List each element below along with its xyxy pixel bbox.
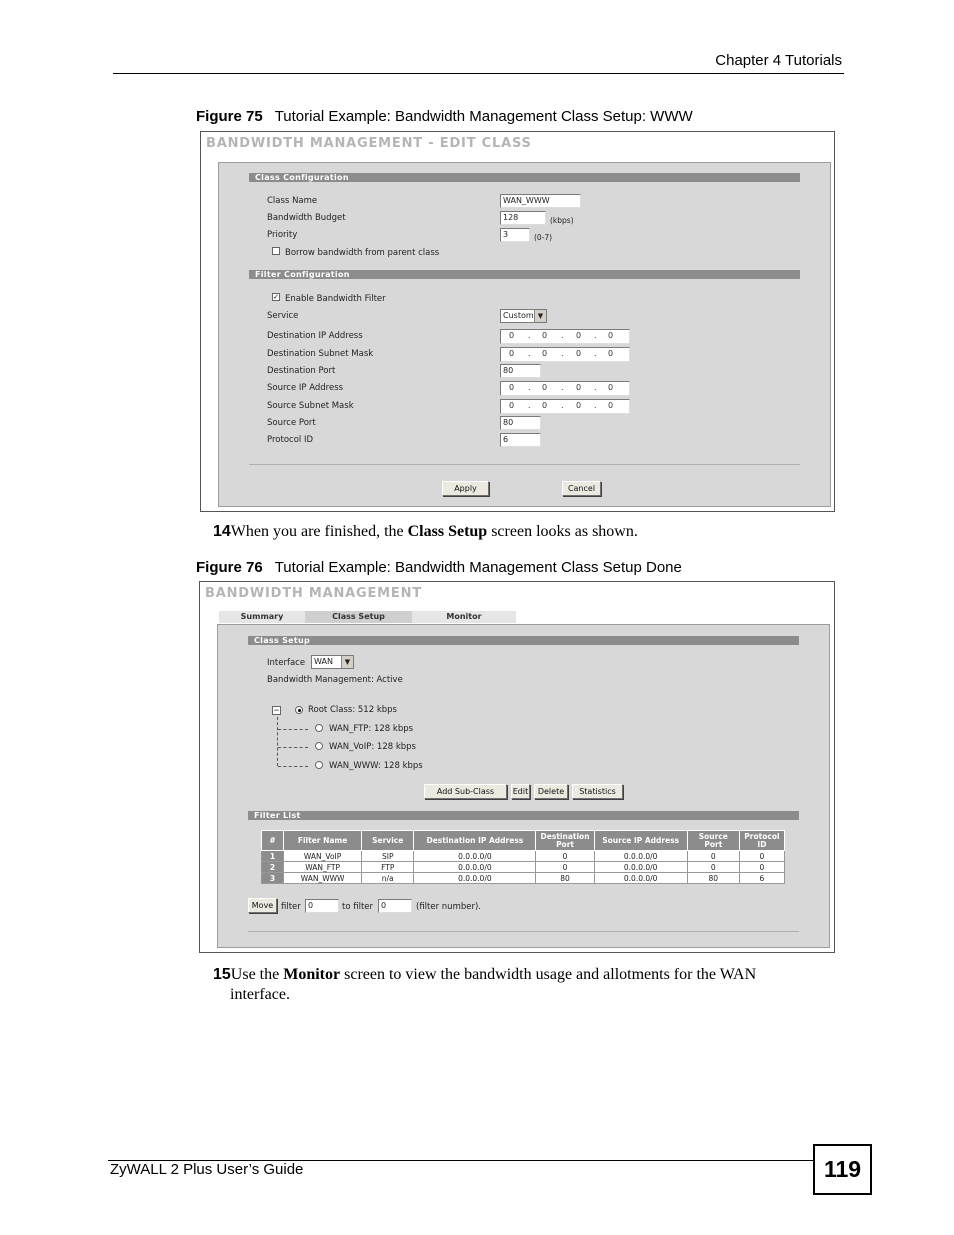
step-14-number: 14 (213, 523, 231, 540)
row-index: 1 (262, 851, 284, 862)
ip-octet: 0 (608, 331, 614, 340)
bm-status: Bandwidth Management: Active (267, 675, 403, 685)
dest-mask-label: Destination Subnet Mask (267, 349, 374, 359)
step-14-post: screen looks as shown. (487, 523, 638, 540)
figure76-number: Figure 76 (196, 559, 263, 576)
priority-label: Priority (267, 230, 298, 240)
budget-label: Bandwidth Budget (267, 213, 346, 223)
figure76-caption (196, 559, 682, 576)
protocol-input[interactable]: 6 (500, 433, 541, 447)
header-rule (113, 73, 844, 74)
ip-dot: . (594, 401, 597, 410)
src-ip-input[interactable] (500, 381, 630, 396)
ip-dot: . (561, 383, 564, 392)
column-header: Service (362, 831, 414, 851)
ip-octet: 0 (509, 401, 515, 410)
screen-title: BANDWIDTH MANAGEMENT - EDIT CLASS (206, 136, 532, 151)
step-14-pre: When you are finished, the (230, 523, 408, 540)
divider (248, 931, 799, 932)
cell-filter-name: WAN_WWW (284, 873, 362, 884)
dest-mask-input[interactable] (500, 347, 630, 362)
ip-octet: 0 (509, 383, 515, 392)
ip-octet: 0 (509, 349, 515, 358)
column-header: Source Port (687, 831, 739, 851)
chevron-down-icon: ▼ (534, 310, 546, 322)
interface-label: Interface (267, 658, 306, 668)
sub-class-radio[interactable] (315, 742, 323, 750)
class-name-label: Class Name (267, 196, 318, 206)
priority-range: (0-7) (534, 233, 553, 242)
sub-class-radio[interactable] (315, 761, 323, 769)
tree-line (278, 729, 308, 730)
cancel-button[interactable]: Cancel (562, 481, 601, 496)
column-header: Destination Port (536, 831, 594, 851)
cell-dest-ip: 0.0.0.0/0 (414, 862, 536, 873)
tab-class-setup[interactable]: Class Setup (305, 611, 412, 623)
cell-service: SIP (362, 851, 414, 862)
dest-port-label: Destination Port (267, 366, 336, 376)
ip-dot: . (594, 349, 597, 358)
dest-ip-label: Destination IP Address (267, 331, 363, 341)
row-index: 3 (262, 873, 284, 884)
figure75-caption (196, 108, 693, 125)
src-ip-label: Source IP Address (267, 383, 344, 393)
src-mask-input[interactable] (500, 399, 630, 414)
cell-dest-port: 0 (536, 862, 594, 873)
step-14 (213, 522, 638, 542)
class-setup-screen (199, 581, 835, 953)
chapter-header: Chapter 4 Tutorials (715, 52, 842, 69)
cell-filter-name: WAN_FTP (284, 862, 362, 873)
enable-filter-label: Enable Bandwidth Filter (285, 294, 386, 304)
column-header: Filter Name (284, 831, 362, 851)
service-select[interactable] (500, 309, 547, 323)
screen-title: BANDWIDTH MANAGEMENT (205, 586, 422, 601)
step-15-line2: interface. (230, 986, 290, 1003)
ip-octet: 0 (542, 401, 548, 410)
figure75-number: Figure 75 (196, 108, 263, 125)
cell-dest-ip: 0.0.0.0/0 (414, 851, 536, 862)
column-header: Source IP Address (594, 831, 687, 851)
dest-port-input[interactable]: 80 (500, 364, 541, 378)
cell-service: FTP (362, 862, 414, 873)
cell-src-port: 0 (687, 862, 739, 873)
cell-service: n/a (362, 873, 414, 884)
ip-octet: 0 (608, 383, 614, 392)
divider (249, 464, 800, 465)
cell-src-port: 80 (687, 873, 739, 884)
cell-protocol: 6 (739, 873, 784, 884)
interface-select-value: WAN (314, 657, 333, 666)
row-index: 2 (262, 862, 284, 873)
class-setup-panel (217, 624, 830, 948)
statistics-button[interactable]: Statistics (572, 784, 623, 799)
ip-dot: . (561, 331, 564, 340)
budget-input[interactable]: 128 (500, 211, 546, 225)
ip-octet: 0 (542, 383, 548, 392)
tab-summary[interactable]: Summary (219, 611, 305, 623)
sub-class-label: WAN_FTP: 128 kbps (329, 724, 414, 734)
ip-dot: . (528, 349, 531, 358)
tree-line (278, 766, 308, 767)
column-header: Destination IP Address (414, 831, 536, 851)
ip-octet: 0 (576, 383, 582, 392)
tree-line (277, 717, 278, 766)
budget-unit: (kbps) (550, 216, 574, 225)
filter-hint: (filter number). (416, 902, 481, 912)
move-button[interactable]: Move (248, 898, 277, 913)
edit-class-panel (218, 162, 831, 507)
ip-dot: . (561, 349, 564, 358)
delete-button[interactable]: Delete (534, 784, 568, 799)
cell-protocol: 0 (739, 851, 784, 862)
root-class-radio[interactable] (295, 706, 303, 714)
sub-class-label: WAN_VoIP: 128 kbps (329, 742, 416, 752)
step-14-bold: Class Setup (407, 523, 488, 540)
service-label: Service (267, 311, 299, 321)
step-15-bold: Monitor (283, 966, 341, 983)
class-setup-header: Class Setup (248, 636, 799, 645)
filter-config-header: Filter Configuration (249, 270, 800, 279)
cell-filter-name: WAN_VoIP (284, 851, 362, 862)
sub-class-label: WAN_WWW: 128 kbps (329, 761, 423, 771)
ip-octet: 0 (542, 349, 548, 358)
step-15 (213, 965, 756, 985)
page-number: 119 (813, 1144, 872, 1195)
cell-src-ip: 0.0.0.0/0 (594, 873, 687, 884)
ip-octet: 0 (608, 349, 614, 358)
borrow-label: Borrow bandwidth from parent class (285, 248, 440, 258)
apply-button[interactable]: Apply (442, 481, 489, 496)
borrow-checkbox[interactable] (272, 247, 280, 255)
guide-title: ZyWALL 2 Plus User’s Guide (110, 1161, 304, 1178)
ip-dot: . (528, 331, 531, 340)
step-15-post: screen to view the bandwidth usage and allotments for the WAN (340, 966, 757, 983)
table-row[interactable] (262, 862, 785, 873)
class-name-input[interactable]: WAN_WWW (500, 194, 581, 208)
filter-to-input[interactable]: 0 (378, 899, 412, 913)
figure75-title: Tutorial Example: Bandwidth Management Class Setup: WWW (274, 108, 693, 125)
src-mask-label: Source Subnet Mask (267, 401, 354, 411)
table-row[interactable] (262, 873, 785, 884)
ip-dot: . (528, 383, 531, 392)
tree-line (278, 747, 308, 748)
figure76-title: Tutorial Example: Bandwidth Management Class Setup Done (274, 559, 682, 576)
sub-class-radio[interactable] (315, 724, 323, 732)
filter-list-header: Filter List (248, 811, 799, 820)
cell-src-port: 0 (687, 851, 739, 862)
to-filter-label: to filter (342, 902, 374, 912)
edit-class-screen (200, 131, 835, 512)
enable-filter-checkbox[interactable]: ✓ (273, 294, 279, 301)
dest-ip-input[interactable] (500, 329, 630, 344)
table-row[interactable] (262, 851, 785, 862)
src-port-input[interactable]: 80 (500, 416, 541, 430)
src-port-label: Source Port (267, 418, 316, 428)
ip-dot: . (528, 401, 531, 410)
class-config-header: Class Configuration (249, 173, 800, 182)
protocol-label: Protocol ID (267, 435, 314, 445)
cell-dest-port: 80 (536, 873, 594, 884)
cell-protocol: 0 (739, 862, 784, 873)
column-header: Protocol ID (739, 831, 784, 851)
interface-select[interactable] (311, 655, 354, 669)
chevron-down-icon: ▼ (341, 656, 353, 668)
ip-octet: 0 (509, 331, 515, 340)
ip-octet: 0 (608, 401, 614, 410)
collapse-icon[interactable]: − (273, 705, 280, 715)
priority-input[interactable]: 3 (500, 228, 530, 242)
cell-dest-port: 0 (536, 851, 594, 862)
step-15-pre: Use the (230, 966, 284, 983)
ip-dot: . (594, 331, 597, 340)
ip-octet: 0 (576, 349, 582, 358)
ip-octet: 0 (576, 401, 582, 410)
table-header-row (262, 831, 785, 851)
cell-src-ip: 0.0.0.0/0 (594, 851, 687, 862)
cell-dest-ip: 0.0.0.0/0 (414, 873, 536, 884)
filter-label: filter (281, 902, 301, 912)
cell-src-ip: 0.0.0.0/0 (594, 862, 687, 873)
ip-octet: 0 (576, 331, 582, 340)
ip-dot: . (594, 383, 597, 392)
root-class-label: Root Class: 512 kbps (308, 705, 397, 715)
service-select-value: Custom (503, 311, 534, 320)
step-15-number: 15 (213, 966, 231, 983)
ip-octet: 0 (542, 331, 548, 340)
ip-dot: . (561, 401, 564, 410)
tab-monitor[interactable]: Monitor (412, 611, 516, 623)
column-header: # (262, 831, 284, 851)
add-sub-class-button[interactable]: Add Sub-Class (424, 784, 507, 799)
edit-button[interactable]: Edit (511, 784, 530, 799)
filter-from-input[interactable]: 0 (305, 899, 339, 913)
filter-table (261, 830, 785, 884)
